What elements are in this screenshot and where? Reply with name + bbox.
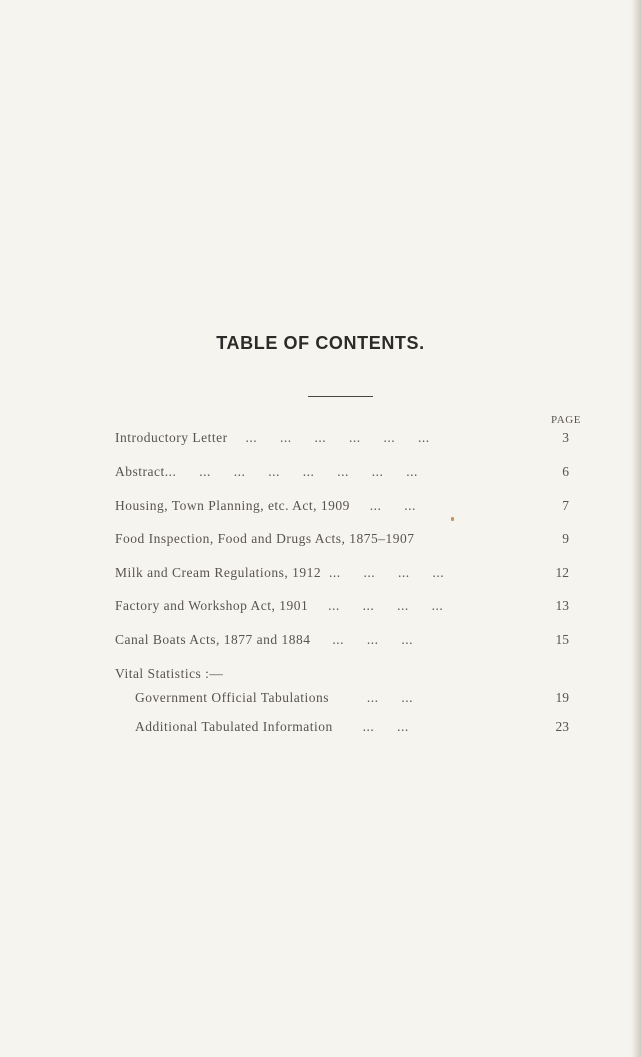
- toc-entry-text: Milk and Cream Regulations, 1912: [115, 565, 322, 580]
- toc-leader-dots: ... ... ...: [332, 632, 413, 647]
- toc-entry-text: Canal Boats Acts, 1877 and 1884: [115, 632, 311, 647]
- toc-page-number: 9: [562, 531, 569, 546]
- toc-entry-text: Food Inspection, Food and Drugs Acts, 1875–1907: [115, 531, 415, 546]
- toc-page-number: 3: [562, 430, 569, 445]
- toc-entry-text: Abstract: [115, 464, 165, 479]
- toc-section-vital-statistics: [115, 666, 223, 682]
- toc-leader-dots: ... ... ... ... ... ...: [245, 430, 430, 445]
- toc-page-number: 7: [562, 498, 569, 513]
- toc-entry-housing-act[interactable]: [115, 498, 416, 514]
- toc-leader-dots: ... ...: [362, 719, 409, 734]
- toc-page-number: 13: [555, 598, 569, 613]
- toc-entry-text: Introductory Letter: [115, 430, 228, 445]
- toc-entry-canal-boats[interactable]: [115, 632, 413, 648]
- toc-leader-dots: ... ... ... ...: [328, 598, 444, 613]
- toc-entry-abstract[interactable]: [115, 464, 418, 480]
- toc-entry-text: Factory and Workshop Act, 1901: [115, 598, 309, 613]
- toc-entry-text: Additional Tabulated Information: [135, 719, 333, 734]
- toc-entry-text: Housing, Town Planning, etc. Act, 1909: [115, 498, 350, 513]
- toc-entry-food-inspection[interactable]: [115, 531, 418, 547]
- toc-entry-text: Vital Statistics :—: [115, 666, 224, 681]
- toc-entry-additional-tabulated[interactable]: [135, 719, 409, 735]
- toc-entry-government-tabulations[interactable]: [135, 690, 413, 706]
- toc-leader-dots: ... ... ... ... ... ... ... ...: [164, 464, 418, 479]
- page-title: TABLE OF CONTENTS.: [216, 333, 425, 353]
- toc-leader-dots: ... ...: [366, 690, 414, 705]
- toc-page-number: 15: [555, 632, 569, 647]
- toc-entry-text: Government Official Tabulations: [135, 690, 330, 705]
- toc-page-number: 12: [555, 565, 569, 580]
- toc-page-number: 23: [555, 719, 569, 734]
- page-column-heading: PAGE: [551, 414, 582, 426]
- toc-leader-dots: ... ...: [369, 498, 416, 513]
- toc-page-number: 6: [562, 464, 569, 479]
- toc-page-number: 19: [555, 690, 569, 705]
- toc-leader-dots: ... ... ... ...: [328, 565, 445, 580]
- toc-entry-milk-cream[interactable]: [115, 565, 444, 581]
- toc-entry-factory-workshop[interactable]: [115, 598, 443, 614]
- ink-speck: [451, 517, 454, 521]
- toc-entry-introductory-letter[interactable]: [115, 430, 430, 446]
